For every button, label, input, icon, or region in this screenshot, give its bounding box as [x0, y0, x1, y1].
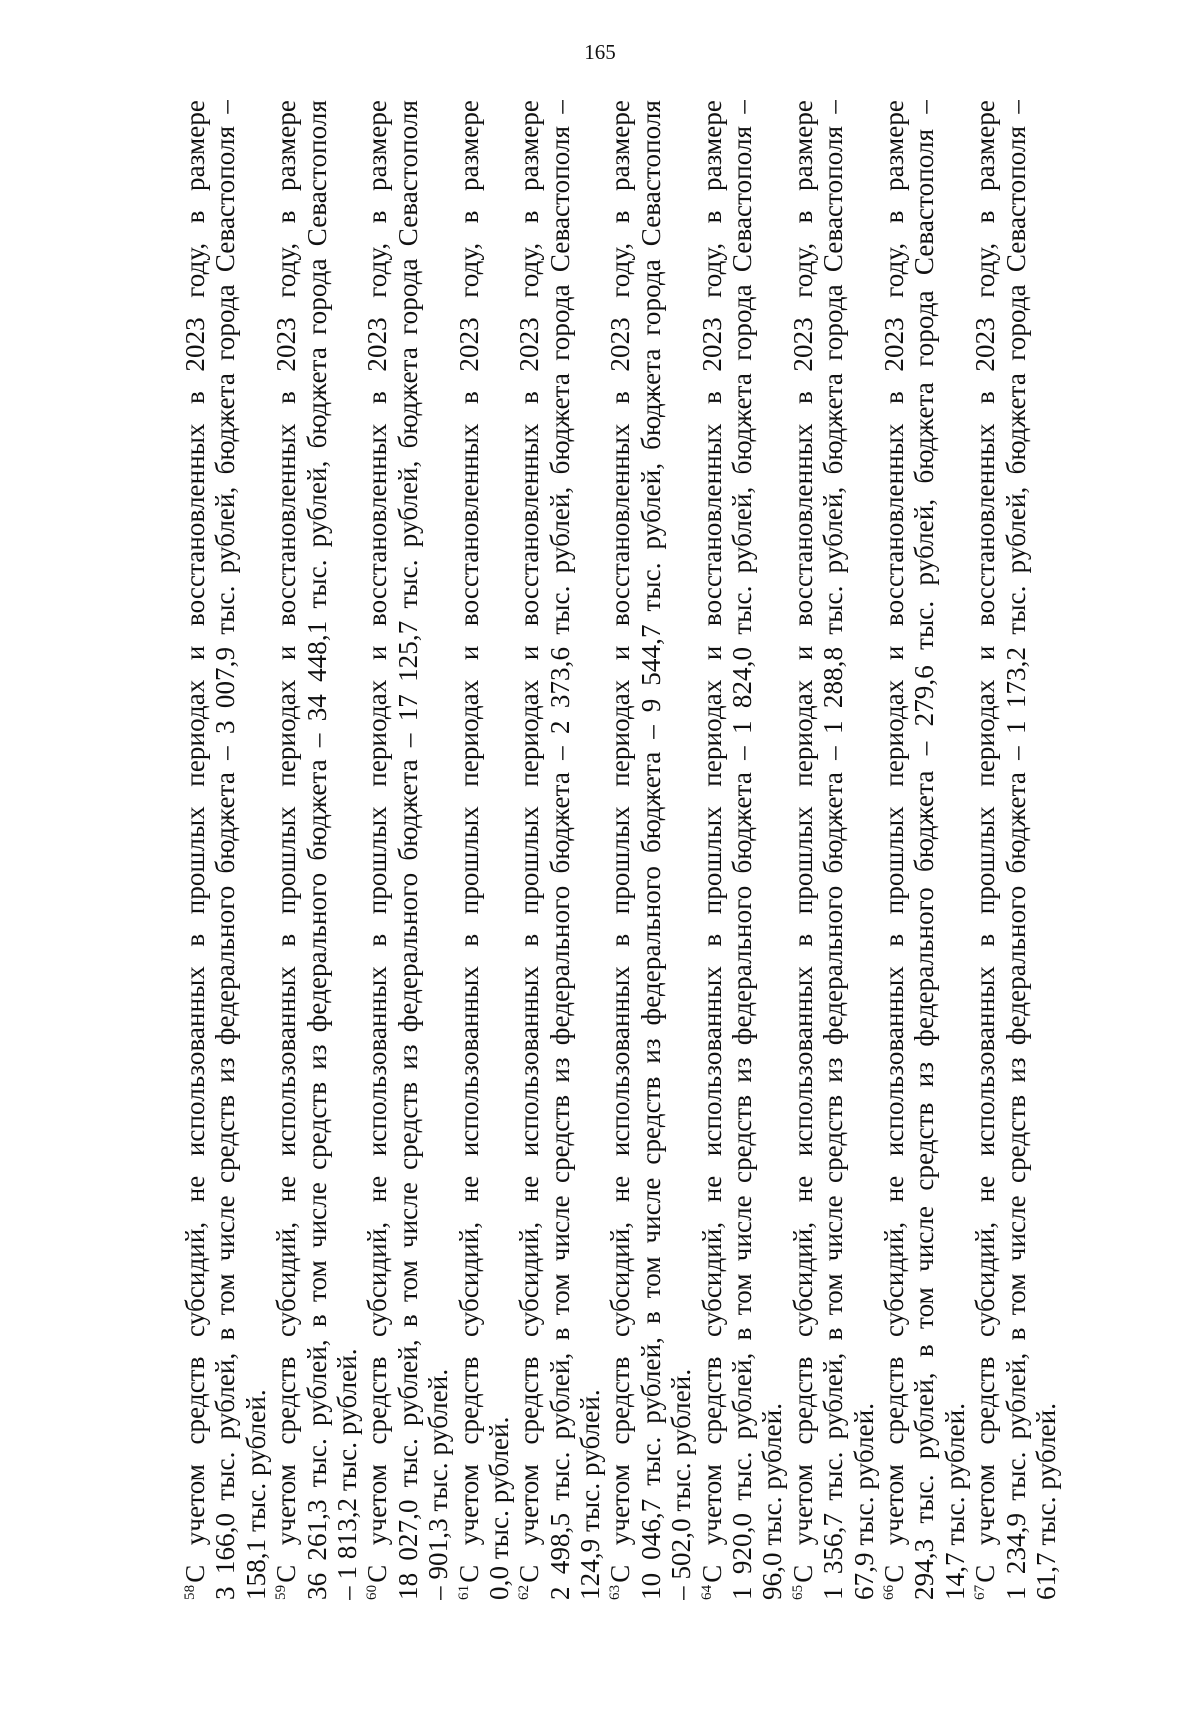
footnote-line: 1 920,0 тыс. рублей, в том числе средств из федерального бюджета – 1 824,0 тыс. рублей, бюджета города Севастополя –: [727, 100, 758, 1600]
footnote-line: 1 234,9 тыс. рублей, в том числе средств из федерального бюджета – 1 173,2 тыс. рублей, бюджета города Севастополя –: [1000, 100, 1031, 1600]
footnote-line: 14,7 тыс. рублей.: [939, 1402, 970, 1600]
footnote-line: 2 498,5 тыс. рублей, в том числе средств из федерального бюджета – 2 373,6 тыс. рублей, бюджета города Севастополя –: [544, 100, 575, 1600]
footnote-text: С учетом средств субсидий, не использованных в прошлых периодах и восстановленных в 2023 году, в размере: [453, 100, 484, 1583]
footnote-line: [788, 100, 818, 1600]
footnote-number: 64: [698, 1584, 715, 1600]
footnote-line: – 1 813,2 тыс. рублей.: [331, 1348, 362, 1600]
footnote-line: 18 027,0 тыс. рублей, в том числе средств из федерального бюджета – 17 125,7 тыс. рублей, бюджета города Севастополя: [392, 100, 423, 1600]
footnote-line: – 901,3 тыс. рублей.: [423, 1368, 454, 1600]
footnote-line: 124,9 тыс. рублей.: [575, 1389, 606, 1600]
footnote-line: 3 166,0 тыс. рублей, в том числе средств из федерального бюджета – 3 007,9 тыс. рублей, бюджета города Севастополя –: [210, 100, 241, 1600]
footnote-64: [697, 100, 788, 1600]
footnote-line: 294,3 тыс. рублей, в том числе средств из федерального бюджета – 279,6 тыс. рублей, бюджета города Севастополя –: [909, 100, 940, 1600]
footnote-number: 60: [364, 1584, 381, 1600]
footnote-line: 36 261,3 тыс. рублей, в том числе средств из федерального бюджета – 34 448,1 тыс. рублей, бюджета города Севастополя: [301, 100, 332, 1600]
footnote-line: 1 356,7 тыс. рублей, в том числе средств из федерального бюджета – 1 288,8 тыс. рублей, бюджета города Севастополя –: [818, 100, 849, 1600]
footnote-number: 61: [455, 1584, 472, 1600]
footnote-number: 63: [607, 1584, 624, 1600]
footnote-text: С учетом средств субсидий, не использованных в прошлых периодах и восстановленных в 2023 году, в размере: [514, 100, 545, 1583]
footnote-number: 59: [273, 1584, 290, 1600]
footnote-line: [879, 100, 909, 1600]
footnotes-block: [180, 100, 1100, 1600]
footnote-63: [605, 100, 696, 1600]
footnote-line: [697, 100, 727, 1600]
footnote-line: 67,9 тыс. рублей.: [848, 1402, 879, 1600]
footnote-text: С учетом средств субсидий, не использованных в прошлых периодах и восстановленных в 2023 году, в размере: [696, 100, 727, 1583]
footnote-line: [605, 100, 635, 1600]
footnote-text: С учетом средств субсидий, не использованных в прошлых периодах и восстановленных в 2023 году, в размере: [787, 100, 818, 1583]
footnote-line: [970, 100, 1000, 1600]
footnote-line: 96,0 тыс. рублей.: [757, 1402, 788, 1600]
footnote-number: 62: [516, 1584, 533, 1600]
footnote-62: [514, 100, 605, 1600]
footnote-text: С учетом средств субсидий, не использованных в прошлых периодах и восстановленных в 2023 году, в размере: [878, 100, 909, 1583]
footnote-65: [788, 100, 879, 1600]
footnote-60: [362, 100, 453, 1600]
page-number: 165: [584, 40, 616, 64]
footnote-number: 65: [789, 1584, 806, 1600]
footnote-text: С учетом средств субсидий, не использованных в прошлых периодах и восстановленных в 2023 году, в размере: [362, 100, 393, 1583]
footnote-61: [454, 100, 515, 1600]
footnote-text: С учетом средств субсидий, не использованных в прошлых периодах и восстановленных в 2023 году, в размере: [271, 100, 302, 1583]
footnote-line: [514, 100, 544, 1600]
footnote-number: 58: [182, 1584, 198, 1600]
footnote-line: – 502,0 тыс. рублей.: [666, 1368, 697, 1600]
footnote-number: 66: [880, 1584, 897, 1600]
footnote-line: [180, 100, 210, 1600]
footnote-number: 67: [972, 1584, 989, 1600]
footnote-58: [180, 100, 271, 1600]
footnote-text: С учетом средств субсидий, не использованных в прошлых периодах и восстановленных в 2023 году, в размере: [180, 100, 210, 1583]
footnote-line: 158,1 тыс. рублей.: [240, 1389, 271, 1600]
footnote-text: С учетом средств субсидий, не использованных в прошлых периодах и восстановленных в 2023 году, в размере: [605, 100, 636, 1583]
footnote-line: [271, 100, 301, 1600]
footnote-66: [879, 100, 970, 1600]
footnote-line: [454, 100, 484, 1600]
footnote-text: С учетом средств субсидий, не использованных в прошлых периодах и восстановленных в 2023 году, в размере: [970, 100, 1001, 1583]
footnote-67: [970, 100, 1061, 1600]
footnote-line: 61,7 тыс. рублей.: [1030, 1402, 1061, 1600]
footnote-line: [362, 100, 392, 1600]
footnote-59: [271, 100, 362, 1600]
footnote-line: 10 046,7 тыс. рублей, в том числе средств из федерального бюджета – 9 544,7 тыс. рублей, бюджета города Севастополя: [635, 100, 666, 1600]
footnote-line: 0,0 тыс. рублей.: [483, 1416, 514, 1600]
